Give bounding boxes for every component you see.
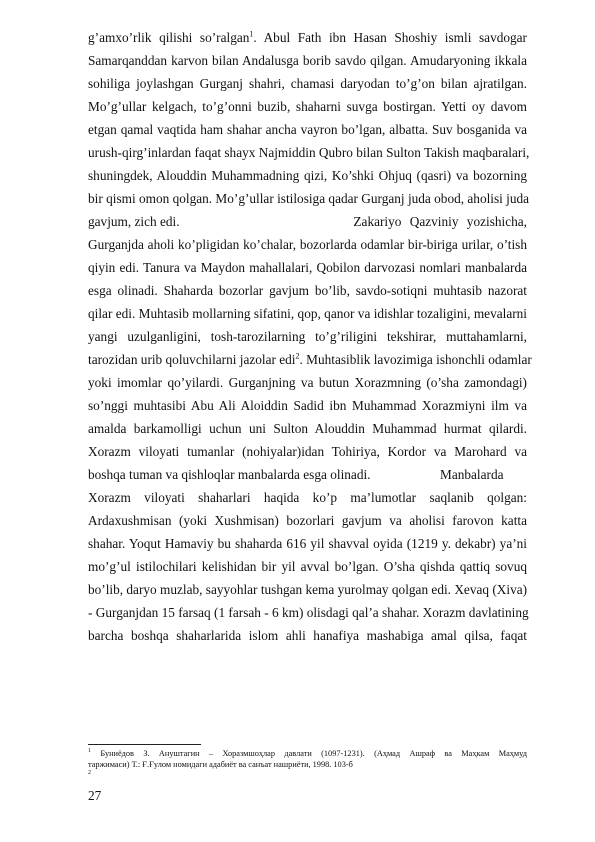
body-line: bir qismi omon qolgan. Mo’g’ullar istilosiga qadar Gurganj juda obod, aholisi juda	[88, 191, 530, 206]
footnote-ref-1[interactable]: 1	[249, 29, 254, 39]
body-line: yoki imomlar qo’yilardi. Gurganjning va butun Xorazmning (o’sha zamondagi)	[88, 375, 527, 390]
body-line: shahar. Yoqut Hamaviy bu shaharda 616 yil shavval oyida (1219 y. dekabr) ya’ni	[88, 536, 527, 551]
body-line: etgan qamal vaqtida ham shahar ancha vayron bo’lgan, albatta. Suv bosganida va	[88, 122, 527, 137]
body-line: so’nggi muhtasibi Abu Ali Aloiddin Sadid ibn Muhammad Xorazmiyni ilm va	[88, 398, 527, 413]
body-line: Xorazm viloyati tumanlar (nohiyalar)idan Tohiriya, Kordor va Marohard va	[88, 444, 527, 459]
footnote-number: 2	[88, 770, 91, 777]
footnote-2	[88, 771, 527, 782]
body-line: sohiliga joylashgan Gurganj shahri, chamasi daryodan to’g’on bilan ajratilgan.	[88, 76, 527, 91]
body-line: amalda barkamolligi uchun uni Sulton Alouddin Muhammad hurmat qilardi.	[88, 421, 527, 436]
body-line: Gurganjda aholi ko’pligidan ko’chalar, bozorlarda odamlar bir-biriga urilar, o’tish	[88, 237, 527, 252]
body-text: tarozidan urib qoluvchilarni jazolar edi	[88, 352, 296, 367]
footnote-number: 1	[88, 748, 91, 755]
body-line-left: gavjum, zich edi.	[88, 214, 180, 229]
body-line: mo’g’ul istilochilari kelishidan bir yil avval bo’lgan. O’sha qishda qattiq sovuq	[88, 559, 527, 574]
body-line: qilar edi. Muhtasib mollarning sifatini, qop, qanor va idishlar tozaligini, mevalarni	[88, 306, 527, 321]
body-line: - Gurganjdan 15 farsaq (1 farsah - 6 km) olisdagi qal’a shahar. Xorazm davlatining	[88, 605, 529, 620]
body-line: qiyin edi. Tanura va Maydon mahallalari, Qobilon darvozasi nomlari manbalarda	[88, 260, 527, 275]
body-text: g’amxo’rlik qilishi so’ralgan	[88, 30, 250, 45]
footnote-text: Буниёдов З. Ануштагин – Хоразмшоҳлар давлати (1097-1231). (Аҳмад Ашраф ва Маҳкам Маҳмуд	[100, 749, 528, 758]
footnote-separator	[88, 744, 201, 745]
body-text: . Abul Fath ibn Hasan Shoshiy ismli savdogar	[253, 30, 527, 45]
body-line	[88, 350, 532, 370]
footnote-ref-2[interactable]: 2	[295, 351, 300, 361]
body-line: Xorazm viloyati shaharlari haqida ko’p ma’lumotlar saqlanib qolgan:	[88, 490, 527, 505]
body-line: Ardaxushmisan (yoki Xushmisan) bozorlari gavjum va aholisi farovon katta	[88, 513, 527, 528]
page-number: 27	[88, 788, 102, 803]
body-line-left: boshqa tuman va qishloqlar manbalarda esga olinadi.	[88, 467, 371, 482]
footnote-1-continued: таржимаси) Т.: Ғ.Ғулом номидаги адабиёт ва санъат нашриёти, 1998. 103-б	[88, 760, 353, 769]
body-line: urush-qirg’inlardan faqat shayx Najmiddin Qubro bilan Sulton Takish maqbaralari,	[88, 145, 530, 160]
body-line-right: Zakariyo Qazviniy yozishicha,	[353, 214, 527, 229]
body-line: barcha boshqa shaharlarida islom ahli hanafiya mashabiga amal qilsa, faqat	[88, 628, 527, 643]
body-line: bo’lib, daryo muzlab, sayyohlar tushgan kema yurolmay qolgan edi. Xevaq (Xiva)	[88, 582, 528, 597]
body-line	[88, 28, 527, 48]
footnote-1	[88, 749, 527, 760]
body-line-right: Manbalarda	[440, 467, 504, 482]
body-line: Samarqanddan karvon bilan Andalusga borib savdo qilgan. Amudaryoning ikkala	[88, 53, 527, 68]
body-text: . Muhtasiblik lavozimiga ishonchli odamlar	[299, 352, 532, 367]
body-line: esga olinadi. Shaharda bozorlar gavjum bo’lib, savdo-sotiqni muhtasib nazorat	[88, 283, 527, 298]
body-line: Mo’g’ullar kelgach, to’g’onni buzib, shaharni suvga bostirgan. Yetti oy davom	[88, 99, 527, 114]
body-line: shuningdek, Alouddin Muhammadning qizi, Ko’shki Ohjuq (qasri) va bozorning	[88, 168, 527, 183]
body-line: yangi uzulganligini, tosh-tarozilarning to’g’riligini tekshirar, muttahamlarni,	[88, 329, 527, 344]
